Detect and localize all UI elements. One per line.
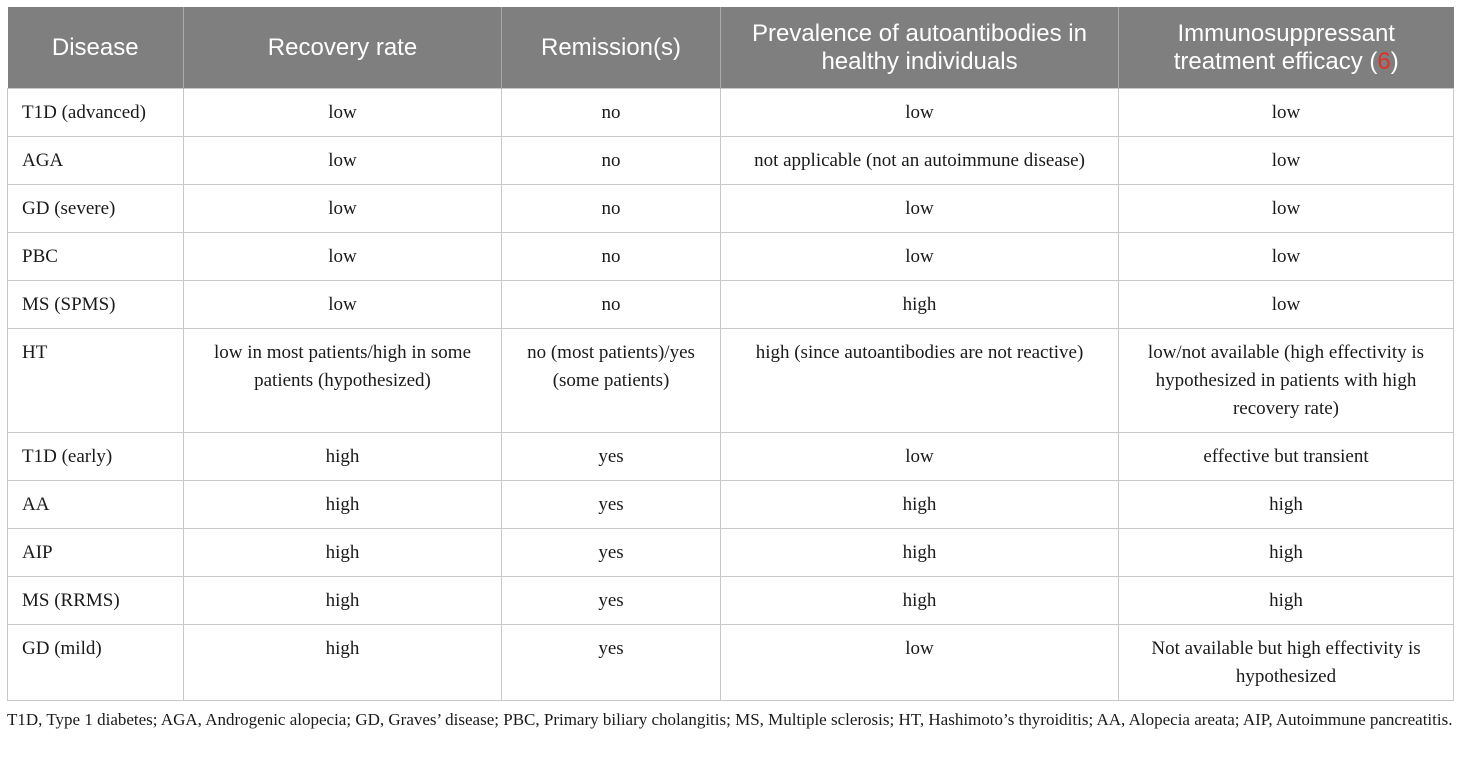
table-row xyxy=(8,281,1454,329)
table-body xyxy=(8,89,1454,701)
table-row xyxy=(8,625,1454,701)
cell-recovery: high xyxy=(184,625,502,701)
cell-disease: AGA xyxy=(8,137,184,185)
cell-recovery: high xyxy=(184,577,502,625)
cell-prevalence: low xyxy=(721,185,1119,233)
cell-disease: PBC xyxy=(8,233,184,281)
reference-link[interactable]: 6 xyxy=(1377,47,1391,75)
cell-prevalence: low xyxy=(721,433,1119,481)
cell-remission: yes xyxy=(502,625,721,701)
cell-efficacy: low xyxy=(1119,89,1454,137)
table-header-row xyxy=(8,7,1454,89)
cell-disease: MS (SPMS) xyxy=(8,281,184,329)
table-row xyxy=(8,433,1454,481)
table-row xyxy=(8,481,1454,529)
cell-remission: no xyxy=(502,89,721,137)
cell-recovery: high xyxy=(184,529,502,577)
cell-efficacy: high xyxy=(1119,577,1454,625)
cell-efficacy: low xyxy=(1119,233,1454,281)
cell-disease: GD (severe) xyxy=(8,185,184,233)
cell-recovery: low xyxy=(184,233,502,281)
cell-prevalence: low xyxy=(721,233,1119,281)
cell-efficacy: low xyxy=(1119,185,1454,233)
cell-remission: yes xyxy=(502,433,721,481)
cell-prevalence: low xyxy=(721,89,1119,137)
cell-remission: yes xyxy=(502,529,721,577)
header-efficacy xyxy=(1119,7,1454,89)
cell-recovery: low xyxy=(184,185,502,233)
disease-table-container xyxy=(7,7,1453,701)
cell-remission: yes xyxy=(502,577,721,625)
cell-recovery: high xyxy=(184,433,502,481)
cell-disease: HT xyxy=(8,329,184,433)
table-row xyxy=(8,185,1454,233)
cell-efficacy: low xyxy=(1119,281,1454,329)
header-efficacy-text: Immunosuppressant treatment efficacy ( xyxy=(1173,19,1395,75)
table-footnote: T1D, Type 1 diabetes; AGA, Androgenic alopecia; GD, Graves’ disease; PBC, Primary biliary cholangitis; MS, Multiple sclerosis; HT, Hashimoto’s thyroiditis; AA, Alopecia areata; AIP, Autoimmune pancreatitis. xyxy=(7,710,1453,729)
cell-prevalence: not applicable (not an autoimmune disease) xyxy=(721,137,1119,185)
cell-remission: no (most patients)/yes (some patients) xyxy=(502,329,721,433)
table-row xyxy=(8,233,1454,281)
cell-disease: T1D (early) xyxy=(8,433,184,481)
cell-remission: no xyxy=(502,185,721,233)
cell-disease: MS (RRMS) xyxy=(8,577,184,625)
cell-prevalence: high xyxy=(721,481,1119,529)
cell-disease: GD (mild) xyxy=(8,625,184,701)
cell-disease: AA xyxy=(8,481,184,529)
cell-recovery: low xyxy=(184,281,502,329)
cell-disease: AIP xyxy=(8,529,184,577)
cell-recovery: low xyxy=(184,89,502,137)
header-prevalence: Prevalence of autoantibodies in healthy individuals xyxy=(721,7,1119,89)
header-disease: Disease xyxy=(8,7,184,89)
cell-recovery: low in most patients/high in some patients (hypothesized) xyxy=(184,329,502,433)
cell-prevalence: high xyxy=(721,529,1119,577)
cell-efficacy: high xyxy=(1119,481,1454,529)
cell-remission: no xyxy=(502,281,721,329)
table-row xyxy=(8,89,1454,137)
disease-comparison-table xyxy=(7,7,1454,701)
cell-efficacy: Not available but high effectivity is hypothesized xyxy=(1119,625,1454,701)
cell-disease: T1D (advanced) xyxy=(8,89,184,137)
cell-prevalence: high xyxy=(721,281,1119,329)
header-remissions: Remission(s) xyxy=(502,7,721,89)
header-efficacy-close: ) xyxy=(1390,47,1399,75)
cell-remission: yes xyxy=(502,481,721,529)
table-row xyxy=(8,529,1454,577)
table-row xyxy=(8,137,1454,185)
table-row xyxy=(8,577,1454,625)
cell-prevalence: high xyxy=(721,577,1119,625)
cell-prevalence: high (since autoantibodies are not reactive) xyxy=(721,329,1119,433)
cell-efficacy: low xyxy=(1119,137,1454,185)
cell-remission: no xyxy=(502,137,721,185)
header-recovery-rate: Recovery rate xyxy=(184,7,502,89)
cell-prevalence: low xyxy=(721,625,1119,701)
cell-remission: no xyxy=(502,233,721,281)
cell-recovery: high xyxy=(184,481,502,529)
cell-recovery: low xyxy=(184,137,502,185)
cell-efficacy: effective but transient xyxy=(1119,433,1454,481)
cell-efficacy: low/not available (high effectivity is hypothesized in patients with high recovery rate) xyxy=(1119,329,1454,433)
table-row xyxy=(8,329,1454,433)
cell-efficacy: high xyxy=(1119,529,1454,577)
